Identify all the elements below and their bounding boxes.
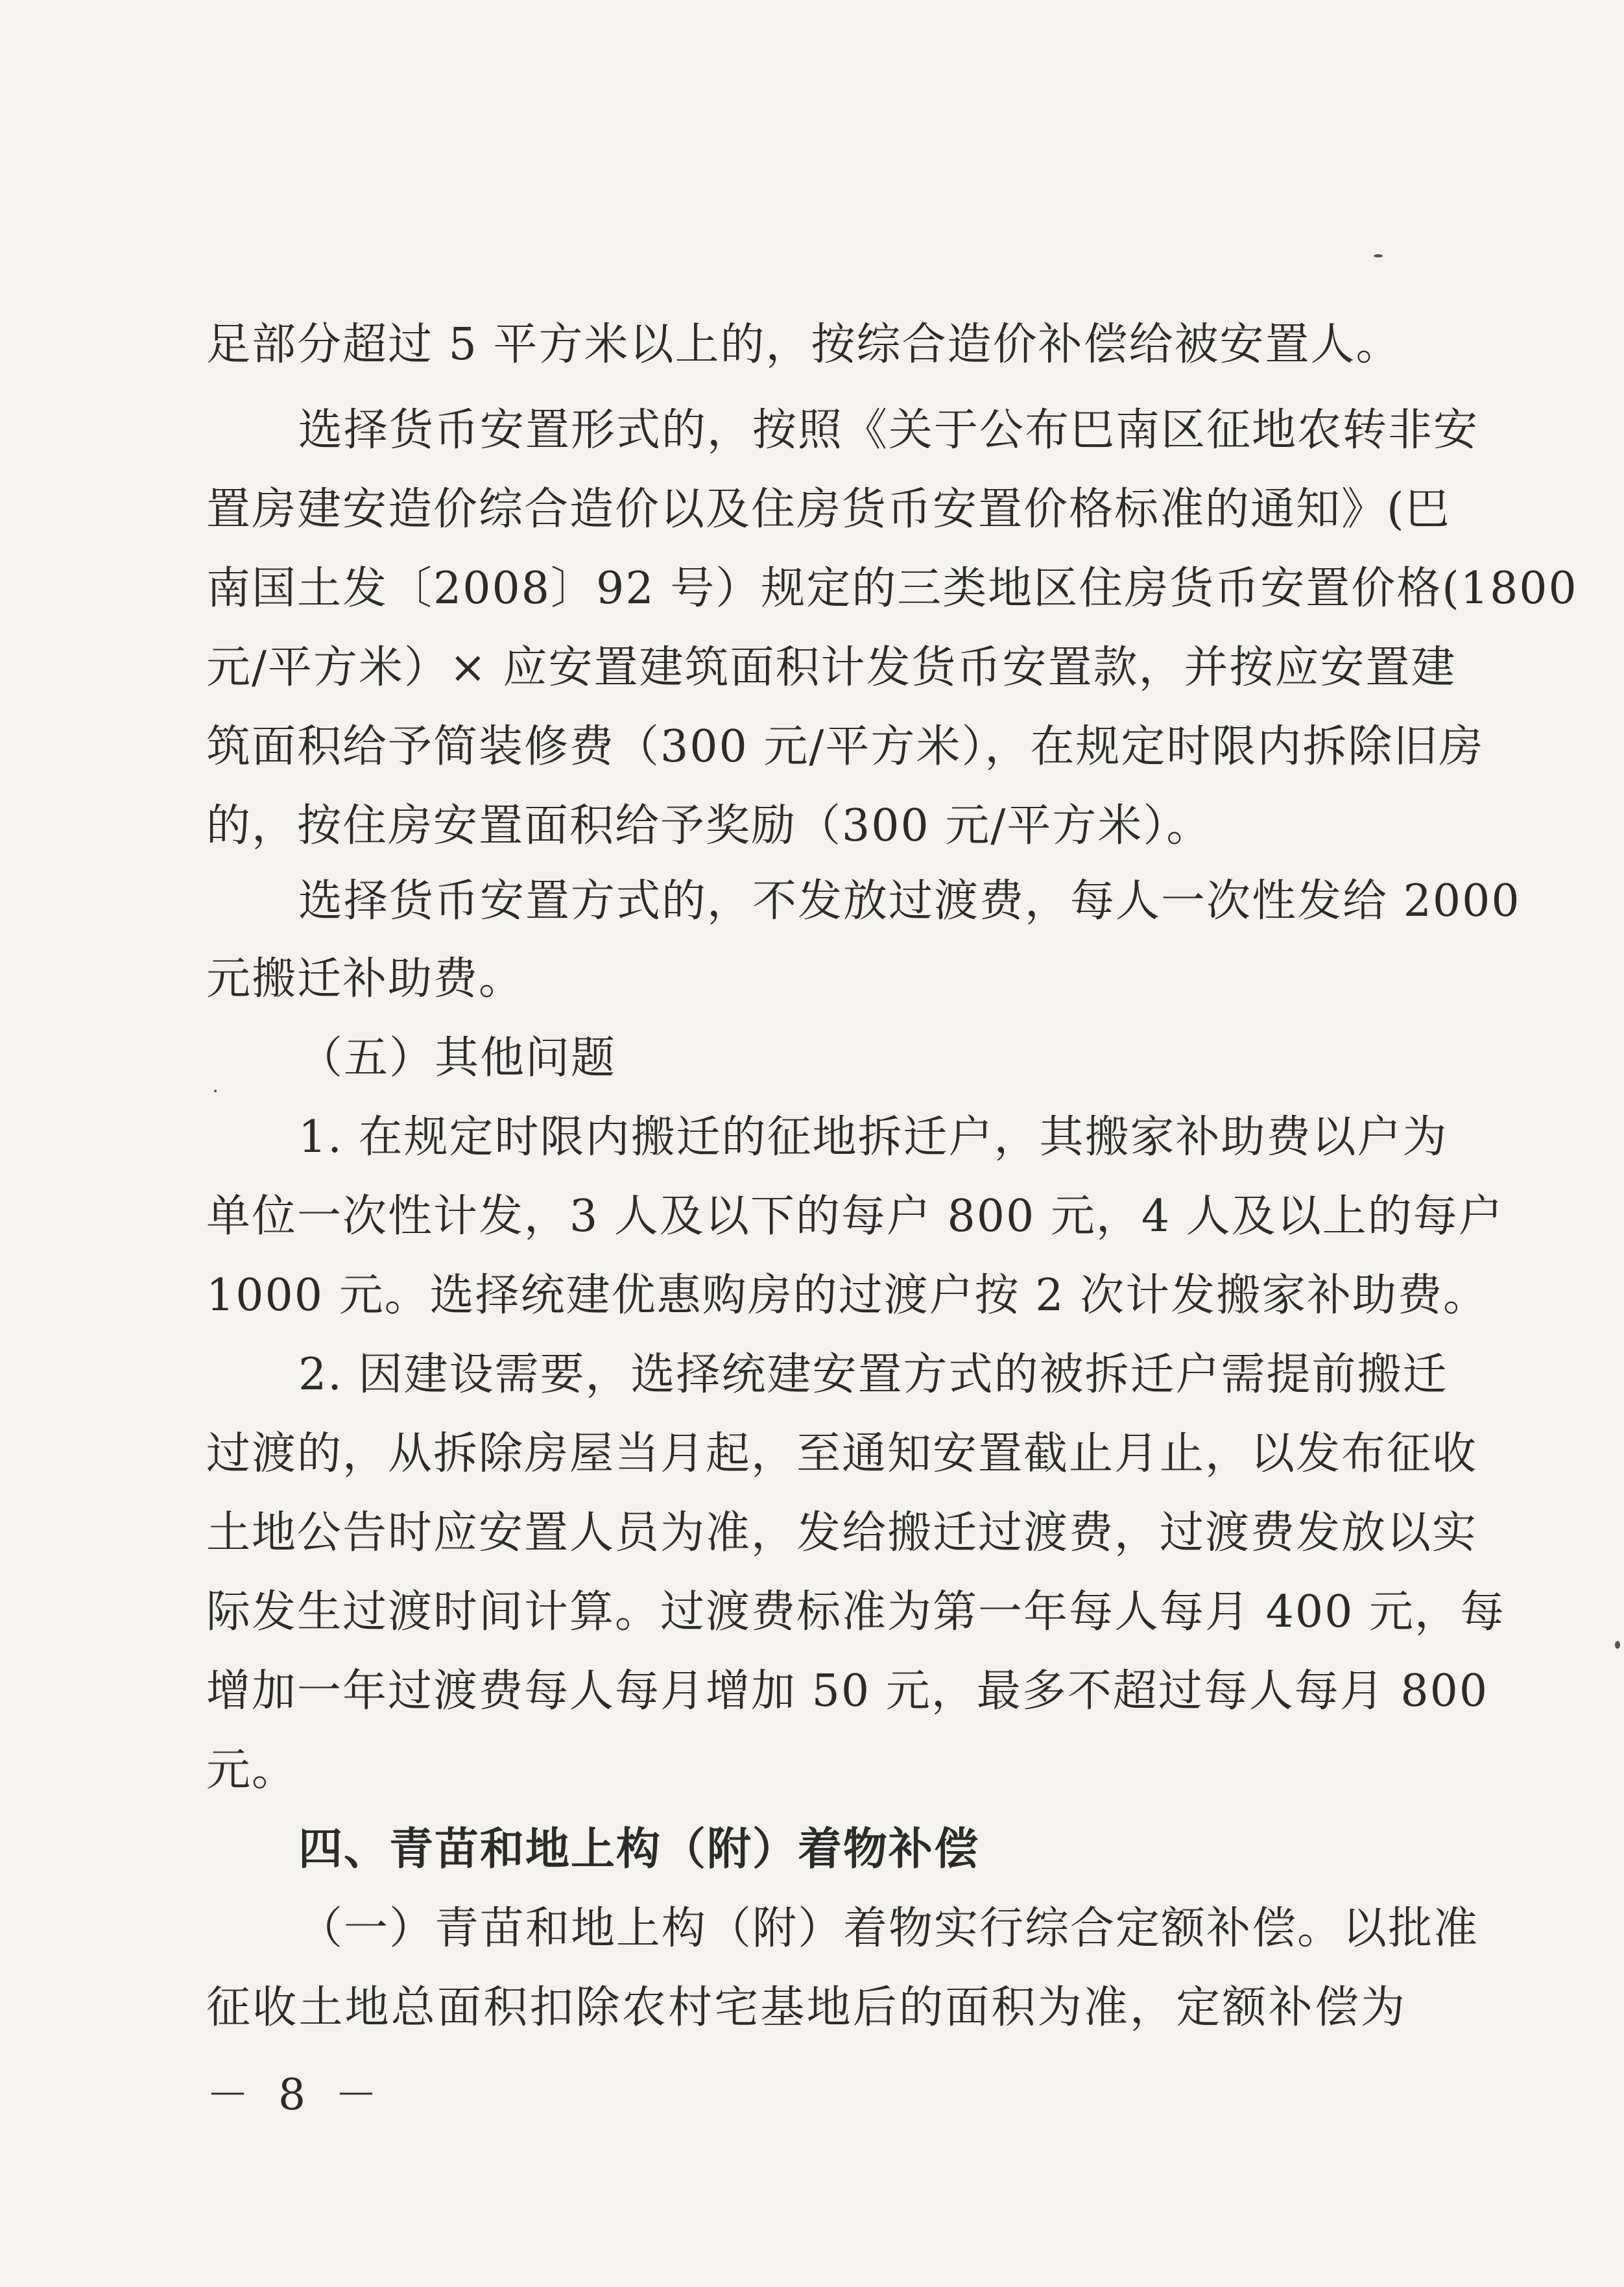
paragraph-line: 元。 <box>206 1745 298 1796</box>
paragraph-line: 1000 元。选择统建优惠购房的过渡户按 2 次计发搬家补助费。 <box>206 1270 1489 1321</box>
scan-speck <box>1615 1641 1620 1649</box>
paragraph-line: 元/平方米）× 应安置建筑面积计发货币安置款，并按应安置建 <box>206 642 1457 693</box>
paragraph-line: 单位一次性计发，3 人及以下的每户 800 元，4 人及以上的每户 <box>206 1191 1504 1242</box>
paragraph-line: 南国土发〔2008〕92 号）规定的三类地区住房货币安置价格(1800 <box>206 563 1578 614</box>
paragraph-line: 土地公告时应安置人员为准，发给搬迁过渡费，过渡费发放以实 <box>206 1507 1478 1559</box>
paragraph-line: 际发生过渡时间计算。过渡费标准为第一年每人每月 400 元，每 <box>206 1587 1506 1638</box>
page-number: － 8 － <box>206 2070 385 2120</box>
paragraph-line: 的，按住房安置面积给予奖励（300 元/平方米）。 <box>206 800 1212 852</box>
scan-speck <box>214 1090 217 1092</box>
scan-speck <box>1374 254 1383 257</box>
paragraph-line: 征收土地总面积扣除农村宅基地后的面积为准，定额补偿为 <box>206 1982 1406 2033</box>
paragraph-line: 元搬迁补助费。 <box>206 953 525 1005</box>
section-heading: 四、青苗和地上构（附）着物补偿 <box>298 1824 980 1875</box>
paragraph-line: 选择货币安置形式的，按照《关于公布巴南区征地农转非安 <box>298 405 1479 456</box>
paragraph-line: 选择货币安置方式的，不发放过渡费，每人一次性发给 2000 <box>298 876 1521 927</box>
paragraph-line: 置房建安造价综合造价以及住房货币安置价格标准的通知》(巴 <box>206 484 1451 535</box>
paragraph-line: （一）青苗和地上构（附）着物实行综合定额补偿。以批准 <box>298 1903 1479 1954</box>
paragraph-line: 1. 在规定时限内搬迁的征地拆迁户，其搬家补助费以户为 <box>298 1112 1448 1163</box>
paragraph-line: 足部分超过 5 平方米以上的，按综合造价补偿给被安置人。 <box>206 319 1402 370</box>
paragraph-line: 2. 因建设需要，选择统建安置方式的被拆迁户需提前搬迁 <box>298 1349 1448 1400</box>
paragraph-line: 增加一年过渡费每人每月增加 50 元，最多不超过每人每月 800 <box>206 1666 1489 1717</box>
paragraph-line: 过渡的，从拆除房屋当月起，至通知安置截止月止，以发布征收 <box>206 1428 1478 1479</box>
section-subheading: （五）其他问题 <box>298 1033 617 1084</box>
paragraph-line: 筑面积给予简装修费（300 元/平方米），在规定时限内拆除旧房 <box>206 721 1485 772</box>
